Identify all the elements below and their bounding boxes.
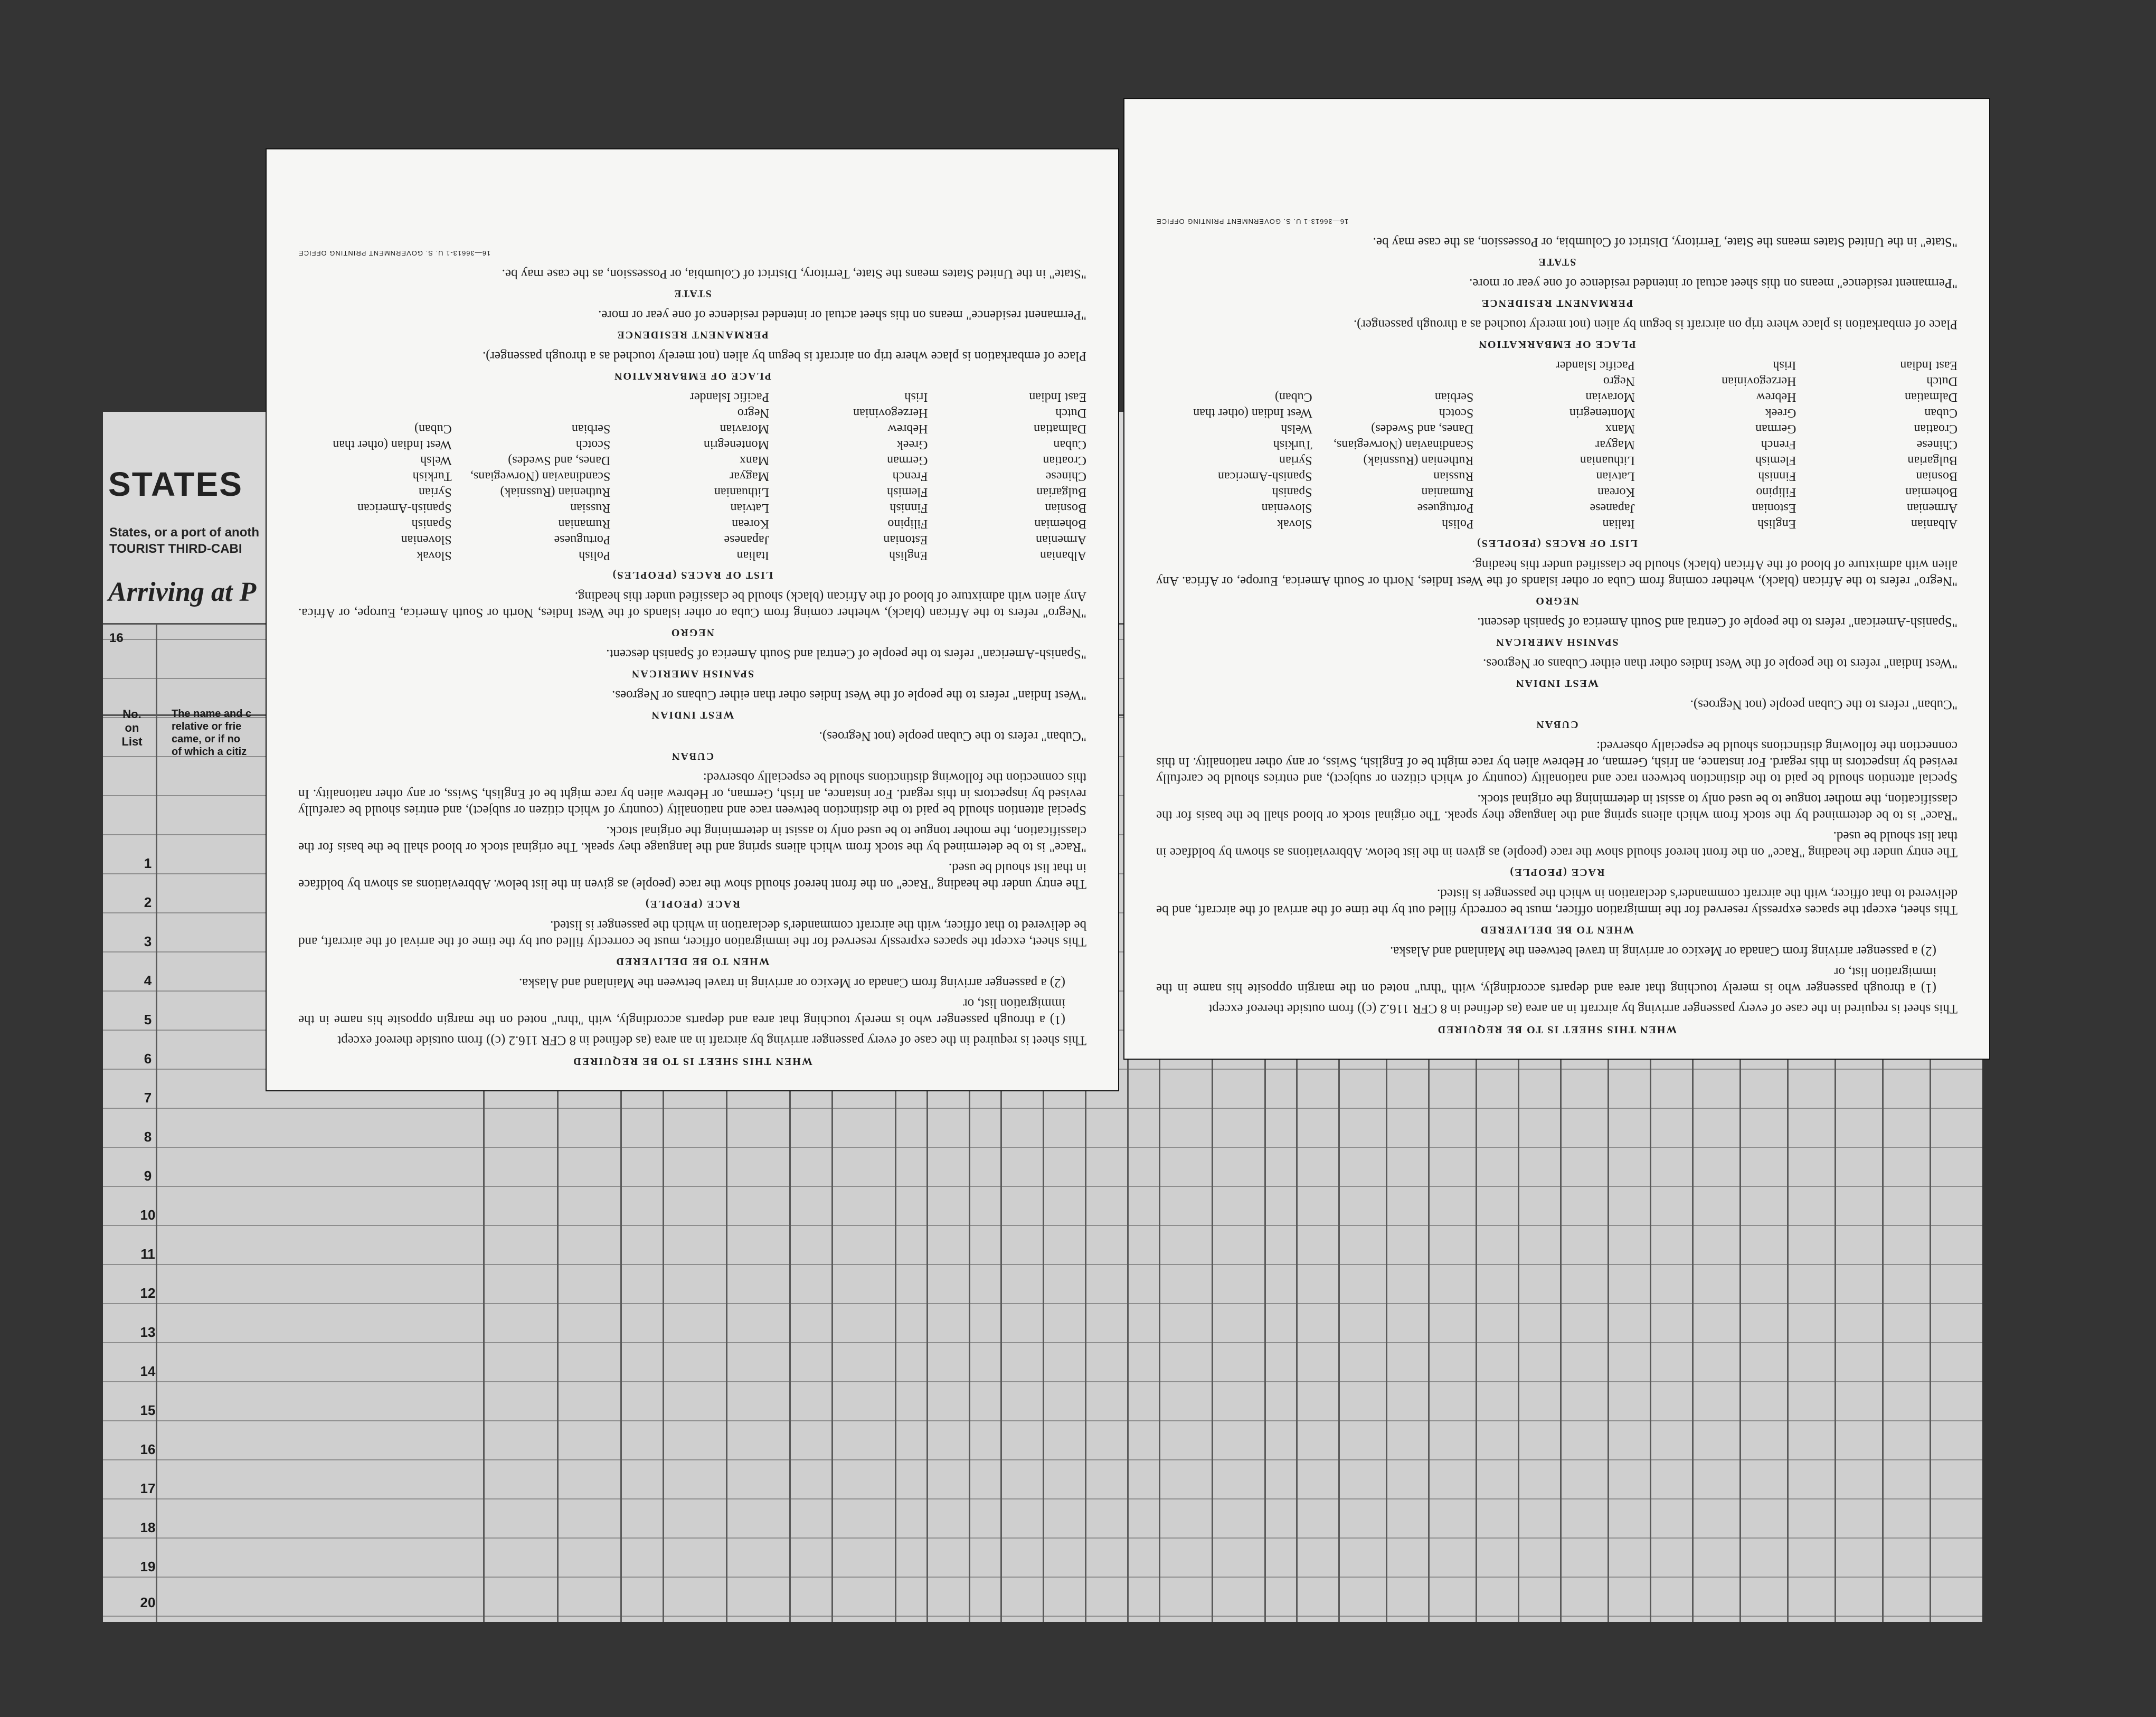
column-header-name-relative [172, 707, 277, 758]
row-number: 12 [140, 1285, 156, 1301]
heading-delivered: WHEN TO BE DELIVERED [1479, 924, 1634, 936]
races-column: Albanian Armenian Bohemian Bosnian Bulgarian Chinese Croatian Cuban Dalmatian Dutch East Indian [1900, 359, 1958, 531]
heading-cuban: CUBAN [670, 750, 714, 762]
heading-spanish-american: SPANISH AMERICAN [630, 668, 754, 680]
heading-cuban: CUBAN [1535, 719, 1578, 730]
heading-negro: NEGRO [670, 627, 715, 638]
heading-race: RACE (PEOPLE) [1509, 866, 1605, 878]
paragraph-negro: "Negro" refers to the African (black), whether coming from Cuba or other islands of the West Indies, North or South America, Europe, or Africa. Any alien with admixture of blood of the African (black) should be classified under this heading. [298, 589, 1086, 620]
heading-required: WHEN THIS SHEET IS TO BE REQUIRED [572, 1055, 812, 1067]
heading-state: STATE [1537, 256, 1576, 268]
instruction-sheet-right [1124, 99, 1989, 1059]
heading-embarkation: PLACE OF EMBARKATION [613, 370, 771, 382]
heading-west-indian: WEST INDIAN [650, 709, 734, 721]
paragraph-exception-1: (1) a through passenger who is merely touching that area and departs accordingly, with "thru" noted on the margin opposite his name in the immigration list, or [298, 996, 1065, 1027]
row-number: 10 [140, 1207, 156, 1223]
paragraph-negro: "Negro" refers to the African (black), whether coming from Cuba or other islands of the West Indies, North or South America, Europe, or Africa. Any alien with admixture of blood of the African (black) should be classified under this heading. [1156, 558, 1958, 588]
row-number: 3 [144, 933, 152, 949]
paragraph-embarkation: Place of embarkation is place where trip on aircraft is begun by alien (not merely touched as a through passenger). [482, 349, 1086, 363]
row-number: 15 [140, 1402, 156, 1418]
header-word: No. [122, 707, 141, 721]
header-line: came, or if no [172, 733, 241, 745]
column-number: 16 [109, 631, 124, 645]
heading-spanish-american: SPANISH AMERICAN [1495, 636, 1619, 648]
column-header-list-number [114, 707, 150, 749]
printer-imprint: 16—36613-1 U. S. GOVERNMENT PRINTING OFFICE [1156, 218, 1349, 225]
heading-race: RACE (PEOPLE) [645, 898, 740, 910]
paragraph-residence: "Permanent residence" means on this sheet actual or intended residence of one year or more. [1469, 276, 1958, 290]
header-word: on [125, 721, 139, 734]
paragraph-state: "State" in the United States means the State, Territory, District of Columbia, or Possession, as the case may be. [502, 267, 1086, 281]
races-column: Slovak Slovenian Spanish Spanish-American Syrian Turkish Welsh West Indian (other than Cuban) [1193, 390, 1312, 531]
paragraph-state: "State" in the United States means the State, Territory, District of Columbia, or Possession, as the case may be. [1373, 235, 1958, 249]
form-subtitle: States, or a port of anoth [109, 525, 260, 540]
races-column: Albanian Armenian Bohemian Bosnian Bulgarian Chinese Croatian Cuban Dalmatian Dutch East Indian [1029, 390, 1086, 562]
row-number: 7 [144, 1090, 152, 1106]
races-column: Polish Portuguese Rumanian Russian Ruthenian (Russniak) Scandinavian (Norwegians, Danes, and Swedes) Scotch Serbian [1333, 390, 1474, 531]
row-number: 6 [144, 1051, 152, 1067]
heading-races-list: LIST OF RACES (PEOPLES) [611, 569, 773, 581]
row-number: 8 [144, 1129, 152, 1145]
header-line: The name and c [172, 708, 252, 720]
grid-column-line [156, 623, 157, 1622]
row-number: 4 [144, 973, 152, 988]
paragraph-exception-2: (2) a passenger arriving from Canada or Mexico or arriving in travel between the Mainland and Alaska. [518, 976, 1065, 990]
paragraph-west-indian: "West Indian" refers to the people of the West Indies other than either Cubans or Negroes. [1483, 656, 1958, 671]
paragraph-delivered: This sheet, except the spaces expressly reserved for the immigration officer, must be correctly filled out by the time of the arrival of the aircraft, and be delivered to that officer, with the aircraft commander's declaration in which the passenger is listed. [298, 918, 1086, 949]
row-number: 18 [140, 1520, 156, 1535]
races-list [1156, 357, 1958, 532]
paragraph-cuban: "Cuban" refers to the Cuban people (not Negroes). [819, 729, 1086, 743]
heading-negro: NEGRO [1535, 595, 1579, 607]
races-column: Polish Portuguese Rumanian Russian Ruthenian (Russniak) Scandinavian (Norwegians, Danes, and Swedes) Scotch Serbian [470, 422, 611, 562]
paragraph-spanish-american: "Spanish-American" refers to the people of Central and South America of Spanish descent. [606, 647, 1086, 661]
row-number: 11 [140, 1246, 155, 1262]
paragraph-west-indian: "West Indian" refers to the people of the West Indies other than either Cubans or Negroes. [612, 688, 1086, 702]
header-line: of which a citiz [172, 746, 247, 758]
heading-state: STATE [673, 288, 712, 299]
row-number: 2 [144, 894, 152, 910]
heading-required: WHEN THIS SHEET IS TO BE REQUIRED [1436, 1024, 1677, 1035]
row-number: 1 [144, 855, 152, 871]
header-word: List [121, 735, 143, 748]
paragraph-race-2: "Race" is to be determined by the stock from which aliens spring and the language they speak. The original stock or blood shall be the basis for the classification, the mother tongue to be used only to assist in determining the original stock. [298, 824, 1086, 854]
heading-residence: PERMANENT RESIDENCE [616, 329, 769, 341]
header-line: relative or frie [172, 721, 242, 732]
row-number: 16 [140, 1441, 156, 1457]
form-arriving-line: Arriving at P [108, 577, 257, 607]
heading-delivered: WHEN TO BE DELIVERED [615, 956, 770, 967]
row-number: 19 [140, 1559, 156, 1574]
heading-races-list: LIST OF RACES (PEOPLES) [1476, 537, 1638, 549]
races-column: Italian Japanese Korean Latvian Lithuanian Magyar Manx Montenegrin Moravian Negro Pacific Islander [1555, 359, 1635, 531]
heading-residence: PERMANENT RESIDENCE [1480, 297, 1633, 309]
heading-west-indian: WEST INDIAN [1515, 677, 1599, 689]
paragraph-race-1: The entry under the heading "Race" on the front hereof should show the race (people) as given in the list below. Abbreviations as shown by boldface in that list should be used. [298, 861, 1086, 891]
races-column: Slovak Slovenian Spanish Spanish-American Syrian Turkish Welsh West Indian (other than Cuban) [333, 422, 452, 562]
row-number: 17 [140, 1480, 156, 1496]
paragraph-race-2: "Race" is to be determined by the stock from which aliens spring and the language they speak. The original stock or blood shall be the basis for the classification, the mother tongue to be used only to assist in determining the original stock. [1156, 792, 1958, 823]
paragraph-race-3: Special attention should be paid to the distinction between race and nationality (country of which citizen or subject), and entries should be carefully revised by inspectors in this regard. For instance, an Irish, German, or Hebrew alien by race might be of English, Swiss, or any other nationality. In this connection the following distinctions should be especially observed: [298, 770, 1086, 817]
heading-embarkation: PLACE OF EMBARKATION [1478, 338, 1636, 350]
paragraph-exception-1: (1) a through passenger who is merely touching that area and departs accordingly, with "thru" noted on the margin opposite his name in the immigration list, or [1156, 965, 1936, 995]
row-number: 9 [144, 1168, 152, 1184]
races-column: Italian Japanese Korean Latvian Lithuanian Magyar Manx Montenegrin Moravian Negro Pacific Islander [689, 390, 769, 562]
paragraph-required: This sheet is required in the case of every passenger arriving by aircraft in an area (as defined in 8 CFR 116.2 (c)) from outside thereof except [337, 1033, 1086, 1048]
row-number: 20 [140, 1595, 156, 1610]
row-number: 14 [140, 1363, 156, 1379]
form-class-line: TOURIST THIRD-CABI [109, 542, 242, 556]
paragraph-race-1: The entry under the heading "Race" on the front hereof should show the race (people) as given in the list below. Abbreviations as shown by boldface in that list should be used. [1156, 829, 1958, 860]
paragraph-spanish-american: "Spanish-American" refers to the people of Central and South America of Spanish descent. [1477, 615, 1958, 629]
races-list [298, 389, 1086, 563]
paragraph-embarkation: Place of embarkation is place where trip on aircraft is begun by alien (not merely touched as a through passenger). [1353, 317, 1958, 332]
paragraph-cuban: "Cuban" refers to the Cuban people (not Negroes). [1690, 697, 1958, 712]
paragraph-delivered: This sheet, except the spaces expressly reserved for the immigration officer, must be correctly filled out by the time of the arrival of the aircraft, and be delivered to that officer, with the aircraft commander's declaration in which the passenger is listed. [1156, 886, 1958, 917]
paragraph-required: This sheet is required in the case of every passenger arriving by aircraft in an area (as defined in 8 CFR 116.2 (c)) from outside thereof except [1208, 1002, 1958, 1016]
paragraph-residence: "Permanent residence" means on this sheet actual or intended residence of one year or more. [598, 308, 1086, 322]
form-title: STATES [108, 465, 243, 503]
paragraph-exception-2: (2) a passenger arriving from Canada or Mexico or arriving in travel between the Mainland and Alaska. [1389, 944, 1936, 958]
instruction-text-block [298, 176, 1086, 1069]
instruction-text-block [1156, 126, 1958, 1037]
printer-imprint: 16—36613-1 U. S. GOVERNMENT PRINTING OFFICE [298, 249, 491, 257]
instruction-sheet-left [267, 149, 1118, 1090]
races-column: English Estonian Filipino Finnish Flemish French German Greek Hebrew Herzegovinian Irish [1722, 359, 1796, 531]
paragraph-race-3: Special attention should be paid to the distinction between race and nationality (country of which citizen or subject), and entries should be carefully revised by inspectors in this regard. For instance, an Irish, German, or Hebrew alien by race might be of English, Swiss, or any other nationality. In this connection the following distinctions should be especially observed: [1156, 739, 1958, 786]
row-number: 5 [144, 1012, 152, 1027]
races-column: English Estonian Filipino Finnish Flemish French German Greek Hebrew Herzegovinian Irish [853, 390, 928, 562]
row-number: 13 [140, 1324, 156, 1340]
